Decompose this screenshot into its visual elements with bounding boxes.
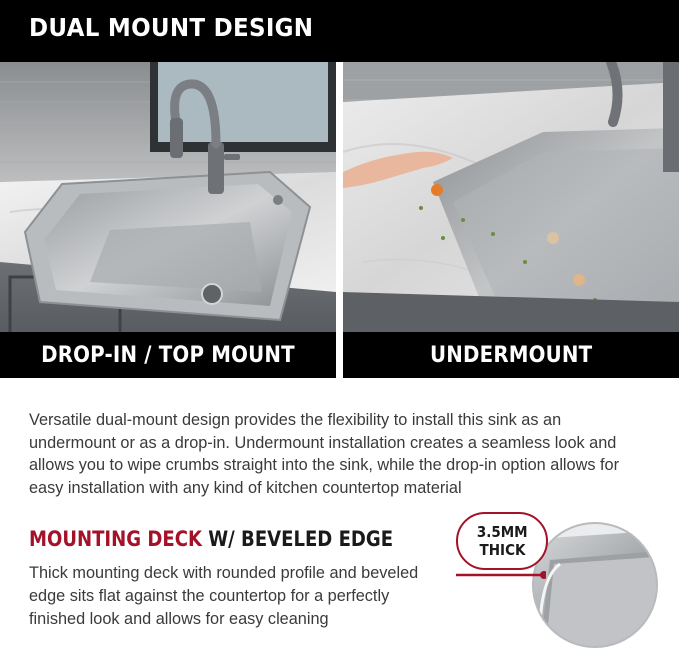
undermount-label-bar bbox=[343, 332, 679, 378]
feature-title-rest: W/ BEVELED EDGE bbox=[208, 527, 394, 551]
drop-in-sink-image bbox=[0, 62, 336, 378]
undermount-label: UNDERMOUNT bbox=[429, 342, 593, 368]
feature-title-accent: MOUNTING DECK bbox=[29, 527, 202, 551]
feature-description: Thick mounting deck with rounded profile and beveled edge sits flat against the countertop for a perfectly finished look and allows for easy cleaning bbox=[29, 564, 419, 628]
description-paragraph: Versatile dual-mount design provides the flexibility to install this sink as an undermount or as a drop-in. Undermount installation creates a seamless look and allows you to wipe crumbs straight into the sink, while the drop-in option allows for easy installation with any kind of kitchen countertop material bbox=[29, 411, 620, 497]
header-bar bbox=[0, 0, 679, 62]
drop-in-label-bar bbox=[0, 332, 336, 378]
callout-line2: THICK bbox=[479, 541, 525, 559]
drop-in-panel bbox=[0, 62, 336, 378]
panel-divider bbox=[336, 62, 343, 378]
drop-in-label: DROP-IN / TOP MOUNT bbox=[41, 342, 295, 368]
callout-line1: 3.5MM bbox=[476, 523, 528, 541]
page-title: DUAL MOUNT DESIGN bbox=[29, 13, 314, 42]
feature-title bbox=[29, 527, 393, 551]
thickness-callout bbox=[456, 512, 548, 570]
undermount-panel bbox=[343, 62, 679, 378]
undermount-sink-image bbox=[343, 62, 679, 378]
